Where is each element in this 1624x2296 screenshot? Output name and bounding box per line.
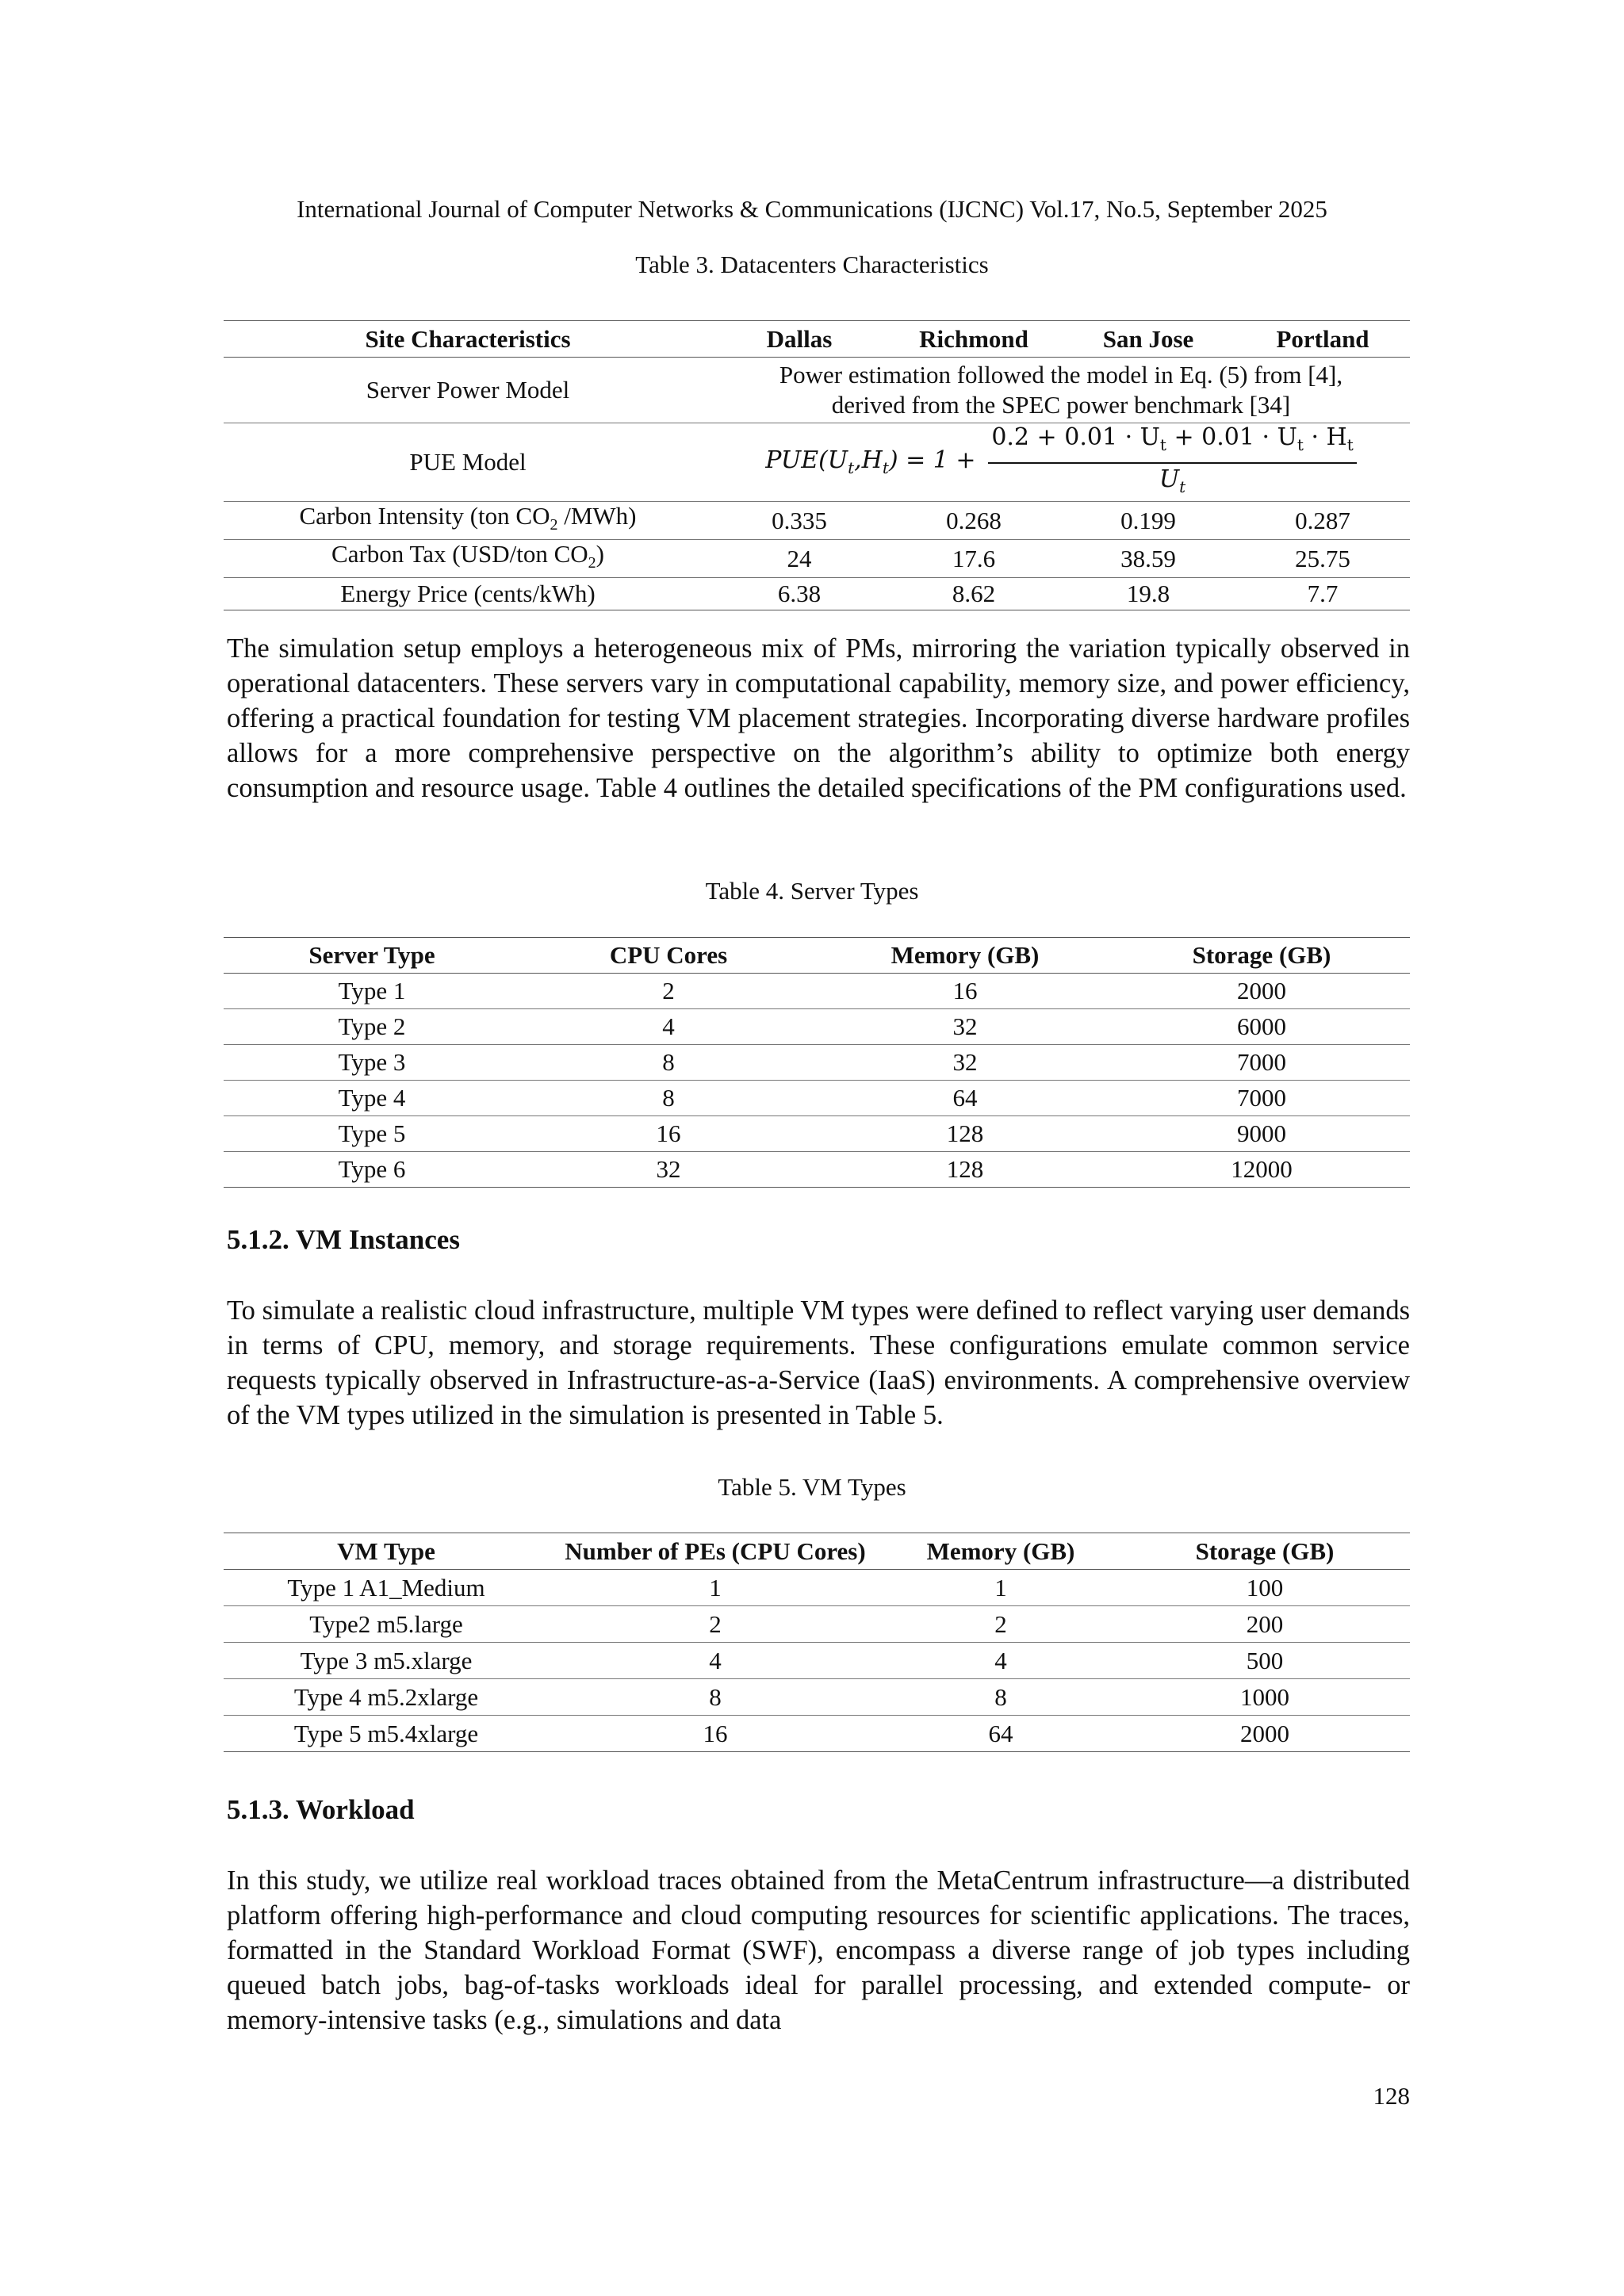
table-cell: 100 xyxy=(1246,1573,1284,1601)
column-header: Storage (GB) xyxy=(1113,938,1410,974)
table-cell: 64 xyxy=(882,1716,1120,1752)
table-row xyxy=(224,1009,1410,1045)
table-row xyxy=(224,1081,1410,1116)
table-cell: 17.6 xyxy=(887,540,1061,578)
column-header: VM Type xyxy=(224,1533,549,1570)
server-power-model-cell xyxy=(712,358,1410,423)
table4-caption: Table 4. Server Types xyxy=(705,877,919,905)
table-cell: 2000 xyxy=(1120,1716,1410,1752)
table-cell: 8.62 xyxy=(887,578,1061,610)
table-cell: 32 xyxy=(817,1045,1113,1081)
table-cell: 16 xyxy=(520,1116,817,1152)
table-cell: 16 xyxy=(952,977,978,1004)
column-header: Storage (GB) xyxy=(1120,1533,1410,1570)
table-cell: Type 4 xyxy=(224,1081,520,1116)
table-cell: Type 4 m5.2xlarge xyxy=(224,1679,549,1716)
table-cell: Type 1 A1_Medium xyxy=(287,1573,485,1601)
datacenter-table xyxy=(224,320,1410,610)
column-header: CPU Cores xyxy=(520,938,817,974)
row-label: PUE Model xyxy=(224,423,712,502)
server-power-model-line2: derived from the SPEC power benchmark [34] xyxy=(831,391,1291,419)
paragraph-vm-instances: To simulate a realistic cloud infrastructure, multiple VM types were defined to reflect varying user demands in terms of CPU, memory, and storage requirements. These configurations emulate common service requests typically observed in Infrastructure-as-a-Service (IaaS) environments. A comprehensive overview of the VM types utilized in the simulation is presented in Table 5. xyxy=(227,1295,1410,1430)
server-types-table xyxy=(224,937,1410,1188)
table-cell: 19.8 xyxy=(1061,578,1235,610)
page-number: 128 xyxy=(1373,2082,1410,2110)
column-header: Site Characteristics xyxy=(224,321,712,358)
table-cell: 1 xyxy=(709,1573,722,1601)
table-cell: 7000 xyxy=(1113,1081,1410,1116)
row-label: Server Power Model xyxy=(224,358,712,423)
table-cell: 4 xyxy=(549,1643,882,1679)
table-row xyxy=(224,1570,1410,1606)
paragraph-workload: In this study, we utilize real workload traces obtained from the MetaCentrum infrastructure—a distributed platform offering high-performance and cloud computing resources for scientific applications. The traces, formatted in the Standard Workload Format (SWF), encompass a diverse range of job types including queued batch jobs, bag-of-tasks workloads ideal for parallel processing, and extended compute- or memory-intensive tasks (e.g., simulations and data xyxy=(227,1866,1410,2035)
section-heading-vm-instances: 5.1.2. VM Instances xyxy=(227,1224,460,1255)
pue-numerator: $0.2 + 0.01 \cdot U_t + 0.01 \cdot U_t \cdot H_t$ xyxy=(988,423,1356,464)
table-cell: 2000 xyxy=(1237,977,1286,1004)
table-cell: Type 2 xyxy=(224,1009,520,1045)
table-cell: 500 xyxy=(1120,1643,1410,1679)
table-cell: 0.199 xyxy=(1061,502,1235,540)
table-row xyxy=(224,1152,1410,1188)
column-header: Memory (GB) xyxy=(817,938,1113,974)
table-cell: 25.75 xyxy=(1235,540,1410,578)
pue-formula-lhs: $PUE(U_t,H_t) = 1$ + xyxy=(765,446,976,478)
row-label: Carbon Intensity (ton $CO_2$ /MWh) xyxy=(224,502,712,540)
pue-formula xyxy=(712,423,1410,502)
table-cell: 0.335 xyxy=(712,502,887,540)
table-cell: 16 xyxy=(549,1716,882,1752)
table-cell: Type 3 xyxy=(224,1045,520,1081)
table-cell: 32 xyxy=(817,1009,1113,1045)
table-cell: 0.287 xyxy=(1235,502,1410,540)
paragraph-server-setup: The simulation setup employs a heterogeneous mix of PMs, mirroring the variation typically observed in operational datacenters. These servers vary in computational capability, memory size, and power efficiency, offering a practical foundation for testing VM placement strategies. Incorporating diverse hardware profiles allows for a more comprehensive perspective on the algorithm’s ability to optimize both energy consumption and resource usage. Table 4 outlines the detailed specifications of the PM configurations used. xyxy=(227,633,1410,803)
table3-caption: Table 3. Datacenters Characteristics xyxy=(635,251,989,278)
table-cell: Type2 m5.large xyxy=(224,1606,549,1643)
table-cell: 2 xyxy=(882,1606,1120,1643)
table-cell: Type 1 xyxy=(338,977,406,1004)
table-cell: 8 xyxy=(549,1679,882,1716)
pue-fraction xyxy=(988,423,1356,501)
table-cell: Type 5 xyxy=(224,1116,520,1152)
table-row xyxy=(224,1716,1410,1752)
server-power-model-line1: Power estimation followed the model in Eq. (5) from [4], xyxy=(779,361,1343,388)
column-header: Memory (GB) xyxy=(882,1533,1120,1570)
table-cell: 12000 xyxy=(1113,1152,1410,1188)
table-cell: Type 5 m5.4xlarge xyxy=(224,1716,549,1752)
row-label: Carbon Tax (USD/ton $CO_2$) xyxy=(224,540,712,578)
table-row xyxy=(224,1679,1410,1716)
table-cell: 4 xyxy=(882,1643,1120,1679)
table-row xyxy=(224,540,1410,578)
column-header: Server Type xyxy=(224,938,520,974)
table-cell: 1 xyxy=(994,1573,1007,1601)
table-cell: 0.268 xyxy=(887,502,1061,540)
table-cell: 64 xyxy=(817,1081,1113,1116)
table-cell: 128 xyxy=(817,1116,1113,1152)
column-header: Number of PEs (CPU Cores) xyxy=(549,1533,882,1570)
table-cell: 4 xyxy=(520,1009,817,1045)
table-row xyxy=(224,974,1410,1009)
table-cell: 7000 xyxy=(1113,1045,1410,1081)
column-header: Dallas xyxy=(712,321,887,358)
table-cell: 6000 xyxy=(1113,1009,1410,1045)
row-label: Energy Price (cents/kWh) xyxy=(224,578,712,610)
table-row xyxy=(224,1045,1410,1081)
column-header: Richmond xyxy=(887,321,1061,358)
table-cell: 128 xyxy=(817,1152,1113,1188)
table-row xyxy=(224,423,1410,502)
table-cell: 9000 xyxy=(1113,1116,1410,1152)
table-cell: 38.59 xyxy=(1061,540,1235,578)
column-header: San Jose xyxy=(1061,321,1235,358)
table-row xyxy=(224,1643,1410,1679)
table-cell: Type 6 xyxy=(224,1152,520,1188)
pue-denominator: $U_t$ xyxy=(1159,465,1186,496)
vm-types-table xyxy=(224,1533,1410,1752)
table-row xyxy=(224,502,1410,540)
table-row xyxy=(224,358,1410,423)
table-cell: 8 xyxy=(520,1081,817,1116)
section-heading-workload: 5.1.3. Workload xyxy=(227,1794,415,1825)
table5-caption: Table 5. VM Types xyxy=(718,1473,906,1501)
table-cell: 24 xyxy=(712,540,887,578)
table-cell: 32 xyxy=(520,1152,817,1188)
table-cell: 6.38 xyxy=(712,578,887,610)
table-cell: 7.7 xyxy=(1235,578,1410,610)
table-cell: 8 xyxy=(520,1045,817,1081)
table-cell: 2 xyxy=(662,977,675,1004)
table-cell: 8 xyxy=(882,1679,1120,1716)
table-row xyxy=(224,1606,1410,1643)
journal-header: International Journal of Computer Networks & Communications (IJCNC) Vol.17, No.5, September 2025 xyxy=(297,195,1327,223)
table-row xyxy=(224,578,1410,610)
table-cell: Type 3 m5.xlarge xyxy=(224,1643,549,1679)
table-row xyxy=(224,1116,1410,1152)
table-cell: 1000 xyxy=(1120,1679,1410,1716)
table-cell: 200 xyxy=(1120,1606,1410,1643)
table-cell: 2 xyxy=(549,1606,882,1643)
column-header: Portland xyxy=(1235,321,1410,358)
